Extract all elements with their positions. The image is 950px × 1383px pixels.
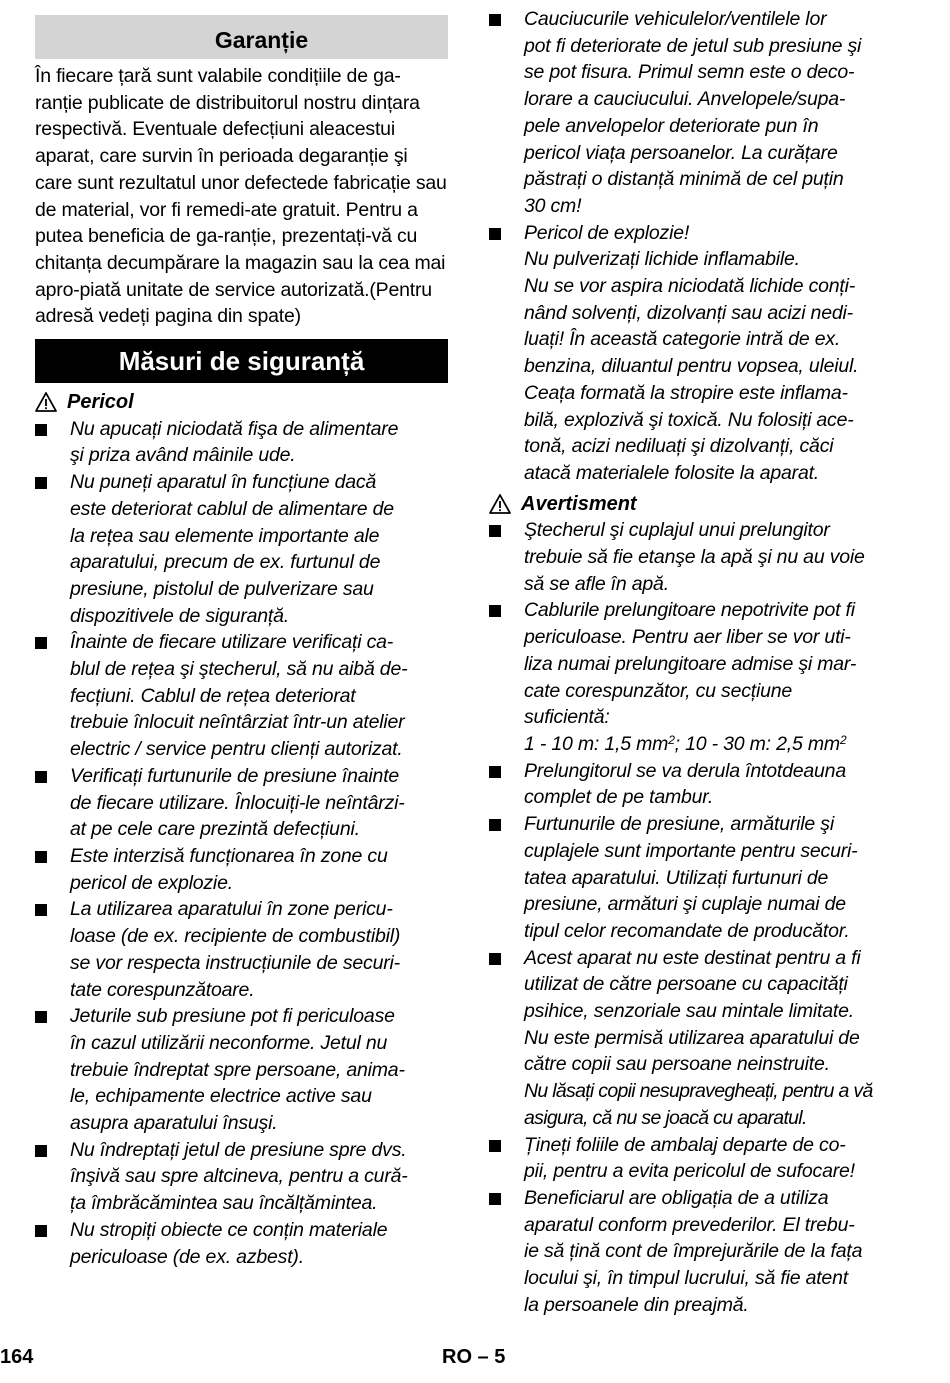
- text-line: Țineți foliile de ambalaj departe de co-: [524, 1133, 846, 1156]
- list-item: [35, 763, 448, 843]
- text-line: către copii sau persoane neinstruite.: [524, 1053, 830, 1076]
- text-line: tonă, acizi nediluați şi dizolvanți, căci: [524, 435, 834, 458]
- square-bullet-icon: [489, 1140, 501, 1152]
- square-bullet-icon: [489, 228, 501, 240]
- text-line: ate gratuit. Pentru a putea beneficia de ga-: [35, 198, 418, 248]
- list-item: [489, 945, 909, 1132]
- text-line: Nu este permisă utilizarea aparatului de: [524, 1026, 860, 1049]
- left-column: [35, 10, 448, 1270]
- list-item: [489, 758, 909, 811]
- text-line: garanție şi care sunt rezultatul unor defecte: [35, 145, 408, 194]
- danger-list-continued: [489, 6, 909, 487]
- text-line: luați! În această categorie intră de ex.: [524, 328, 841, 351]
- list-item: [35, 843, 448, 896]
- cable-spec-line: [524, 731, 909, 758]
- text-line: şi priza având mâinile ude.: [70, 444, 296, 467]
- square-bullet-icon: [35, 771, 47, 783]
- text-line: periculoase. Pentru aer liber se vor uti-: [524, 626, 851, 649]
- list-item: [35, 896, 448, 1003]
- text-line: Nu apucați niciodată fişa de alimentare: [70, 417, 399, 440]
- text-line: tate corespunzătoare.: [70, 978, 255, 1001]
- text-line: țara respectivă. Eventuale defecțiuni ale: [35, 91, 420, 141]
- text-line: complet de pe tambur.: [524, 786, 714, 809]
- text-line: de fabricație sau de material, vor fi remedi-: [35, 171, 447, 221]
- text-line: pericol de explozie.: [70, 871, 233, 894]
- text-line: loase (de ex. recipiente de combustibil): [70, 925, 401, 948]
- cable-spec-text: 1 - 10 m: 1,5 mm: [524, 732, 669, 755]
- text-line: pericol viața persoanelor. La curățare: [524, 141, 838, 164]
- warranty-paragraph: [35, 63, 448, 330]
- page-number: 164: [0, 1346, 34, 1368]
- square-bullet-icon: [35, 904, 47, 916]
- text-line: pele anvelopelor deteriorate pun în: [524, 114, 819, 137]
- text-line: pot fi deteriorate de jetul sub presiune şi: [524, 34, 862, 57]
- text-line: în cazul utilizării neconforme. Jetul nu: [70, 1031, 388, 1054]
- list-item: [35, 629, 448, 763]
- text-line: Ştecherul şi cuplajul unui prelungitor: [524, 519, 830, 542]
- warning-triangle-icon: [35, 392, 57, 412]
- text-line: periculoase (de ex. azbest).: [70, 1245, 304, 1268]
- square-bullet-icon: [489, 1193, 501, 1205]
- list-item: [489, 6, 909, 220]
- text-line: trebuie înlocuit neîntârziat într-un atelier: [70, 711, 405, 734]
- text-line: lorare a cauciucului. Anvelopele/supa-: [524, 88, 846, 111]
- list-item: [35, 1003, 448, 1137]
- list-item: [489, 517, 909, 597]
- list-item: [489, 1185, 909, 1319]
- text-line: cate corespunzător, cu secțiune: [524, 679, 793, 702]
- square-bullet-icon: [35, 1145, 47, 1157]
- text-line: asigura, că nu se joacă cu aparatul.: [524, 1106, 807, 1129]
- text-line: se vor respecta instrucțiunile de securi-: [70, 951, 400, 974]
- superscript: 2: [839, 732, 847, 747]
- text-line: Pericol de explozie!: [524, 221, 690, 244]
- cable-spec-text: ; 10 - 30 m: 2,5 mm: [674, 732, 840, 755]
- text-line: locului şi, în timpul lucrului, să fie atent: [524, 1267, 848, 1290]
- square-bullet-icon: [35, 851, 47, 863]
- text-line: este deteriorat cablul de alimentare de: [70, 497, 394, 520]
- warranty-title: Garanție: [35, 15, 448, 59]
- text-line: electric / service pentru clienți autorizat.: [70, 738, 403, 761]
- text-line: se pot fisura. Primul semn este o deco-: [524, 61, 855, 84]
- text-line: aparatul conform prevederilor. El trebu-: [524, 1213, 855, 1236]
- text-line: Ceața formată la stropire este inflama-: [524, 381, 848, 404]
- text-line: cumpărare la magazin sau la cea mai apro-: [35, 251, 446, 301]
- list-item: [489, 220, 909, 487]
- text-line: ța îmbrăcămintea sau încălțămintea.: [70, 1192, 378, 1215]
- text-line: liza numai prelungitoare admise şi mar-: [524, 652, 857, 675]
- safety-title: Măsuri de siguranță: [35, 339, 448, 383]
- text-line: pii, pentru a evita pericolul de sufocare!: [524, 1160, 855, 1183]
- text-line: presiune, pistolul de pulverizare sau: [70, 577, 374, 600]
- danger-list: [35, 416, 448, 1271]
- list-item: [35, 416, 448, 469]
- warning-triangle-icon: [489, 494, 511, 514]
- text-line: la rețea sau elemente importante ale: [70, 524, 380, 547]
- text-line: asupra aparatului însuşi.: [70, 1112, 278, 1135]
- text-line: ie să țină cont de împrejurările de la fața: [524, 1240, 863, 1263]
- list-item: [489, 811, 909, 945]
- text-line: Jeturile sub presiune pot fi periculoase: [70, 1005, 395, 1028]
- text-line: acestui aparat, care survin în perioada de: [35, 118, 395, 168]
- text-line: În fiecare țară sunt valabile condițiile de ga-: [35, 65, 401, 87]
- text-line: Beneficiarul are obligația de a utiliza: [524, 1186, 829, 1209]
- text-line: Nu se vor aspira niciodată lichide conți-: [524, 275, 856, 298]
- text-line: Verificați furtunurile de presiune înainte: [70, 764, 400, 787]
- text-line: presiune, armături şi cuplaje numai de: [524, 893, 846, 916]
- square-bullet-icon: [489, 819, 501, 831]
- text-line: blul de rețea şi ştecherul, să nu aibă de-: [70, 658, 408, 681]
- danger-heading: [35, 389, 448, 416]
- text-line: ranție, prezentați-vă cu chitanța de: [35, 225, 418, 274]
- text-line: să se afle în apă.: [524, 572, 669, 595]
- text-line: atacă materialele folosite la aparat.: [524, 461, 820, 484]
- right-column: [489, 6, 909, 1318]
- square-bullet-icon: [35, 424, 47, 436]
- text-line: 30 cm!: [524, 194, 582, 217]
- text-line: ranție publicate de distribuitorul nostru din: [35, 91, 387, 114]
- text-line: Nu stropiți obiecte ce conțin materiale: [70, 1218, 388, 1241]
- list-item: [35, 1217, 448, 1270]
- text-line: păstrați o distanță minimă de cel puțin: [524, 168, 844, 191]
- square-bullet-icon: [35, 637, 47, 649]
- text-line: nând solvenți, dizolvanți sau acizi nedi-: [524, 301, 853, 324]
- square-bullet-icon: [35, 477, 47, 489]
- text-line: Nu îndreptați jetul de presiune spre dvs.: [70, 1138, 407, 1161]
- text-line: suficientă:: [524, 706, 610, 729]
- list-item: [489, 1132, 909, 1185]
- text-line: Nu lăsați copii nesupravegheați, pentru a vă: [524, 1080, 873, 1103]
- text-line: piată unitate de service autorizată.: [79, 278, 370, 301]
- text-line: utilizat de către persoane cu capacități: [524, 973, 848, 996]
- text-line: Acest aparat nu este destinat pentru a fi: [524, 946, 861, 969]
- text-line: fecțiuni. Cablul de rețea deteriorat: [70, 684, 356, 707]
- text-line: înşivă sau spre altcineva, pentru a cură-: [70, 1165, 408, 1188]
- list-item: [35, 1137, 448, 1217]
- text-line: la persoanele din preajmă.: [524, 1293, 749, 1316]
- square-bullet-icon: [489, 605, 501, 617]
- text-line: cuplajele sunt importante pentru securi-: [524, 839, 858, 862]
- list-item: [489, 597, 909, 757]
- text-line: trebuie să fie etanşe la apă şi nu au voie: [524, 546, 865, 569]
- text-line: le, echipamente electrice active sau: [70, 1085, 372, 1108]
- text-line: Este interzisă funcționarea în zone cu: [70, 844, 388, 867]
- text-line: de fiecare utilizare. Înlocuiți-le neîntârzi-: [70, 791, 405, 814]
- warning-heading-label: Avertisment: [521, 492, 637, 515]
- square-bullet-icon: [35, 1225, 47, 1237]
- text-line: dispozitivele de siguranță.: [70, 604, 289, 627]
- text-line: tipul celor recomandate de producător.: [524, 919, 850, 942]
- text-line: Prelungitorul se va derula întotdeauna: [524, 759, 846, 782]
- list-item: [35, 469, 448, 629]
- text-line: psihice, senzoriale sau mintale limitate.: [524, 1000, 854, 1023]
- text-line: Nu puneți aparatul în funcțiune dacă: [70, 471, 377, 494]
- text-line: trebuie îndreptat spre persoane, anima-: [70, 1058, 405, 1081]
- square-bullet-icon: [35, 1011, 47, 1023]
- square-bullet-icon: [489, 525, 501, 537]
- section-page-label: RO – 5: [442, 1346, 506, 1368]
- text-line: bilă, explozivă şi toxică. Nu folosiți ace-: [524, 408, 854, 431]
- danger-heading-label: Pericol: [67, 391, 134, 414]
- warning-heading: [489, 491, 909, 518]
- text-line: Înainte de fiecare utilizare verificați ca-: [70, 631, 394, 654]
- superscript: 2: [668, 732, 675, 747]
- text-line: Furtunurile de presiune, armăturile şi: [524, 813, 834, 836]
- text-line: Cauciucurile vehiculelor/ventilele lor: [524, 8, 827, 30]
- square-bullet-icon: [489, 953, 501, 965]
- text-line: Nu pulverizați lichide inflamabile.: [524, 248, 800, 271]
- text-line: at pe cele care prezintă defecțiuni.: [70, 818, 360, 841]
- square-bullet-icon: [489, 14, 501, 26]
- text-line: aparatului, precum de ex. furtunul de: [70, 551, 381, 574]
- text-line: benzina, diluantul pentru vopsea, uleiul.: [524, 355, 859, 378]
- warning-list: [489, 517, 909, 1318]
- text-line: (Pentru adresă vedeți pagina din spate): [35, 278, 432, 328]
- text-line: La utilizarea aparatului în zone pericu-: [70, 898, 393, 921]
- square-bullet-icon: [489, 766, 501, 778]
- text-line: Cablurile prelungitoare nepotrivite pot fi: [524, 599, 855, 622]
- text-line: tatea aparatului. Utilizați furtunuri de: [524, 866, 829, 889]
